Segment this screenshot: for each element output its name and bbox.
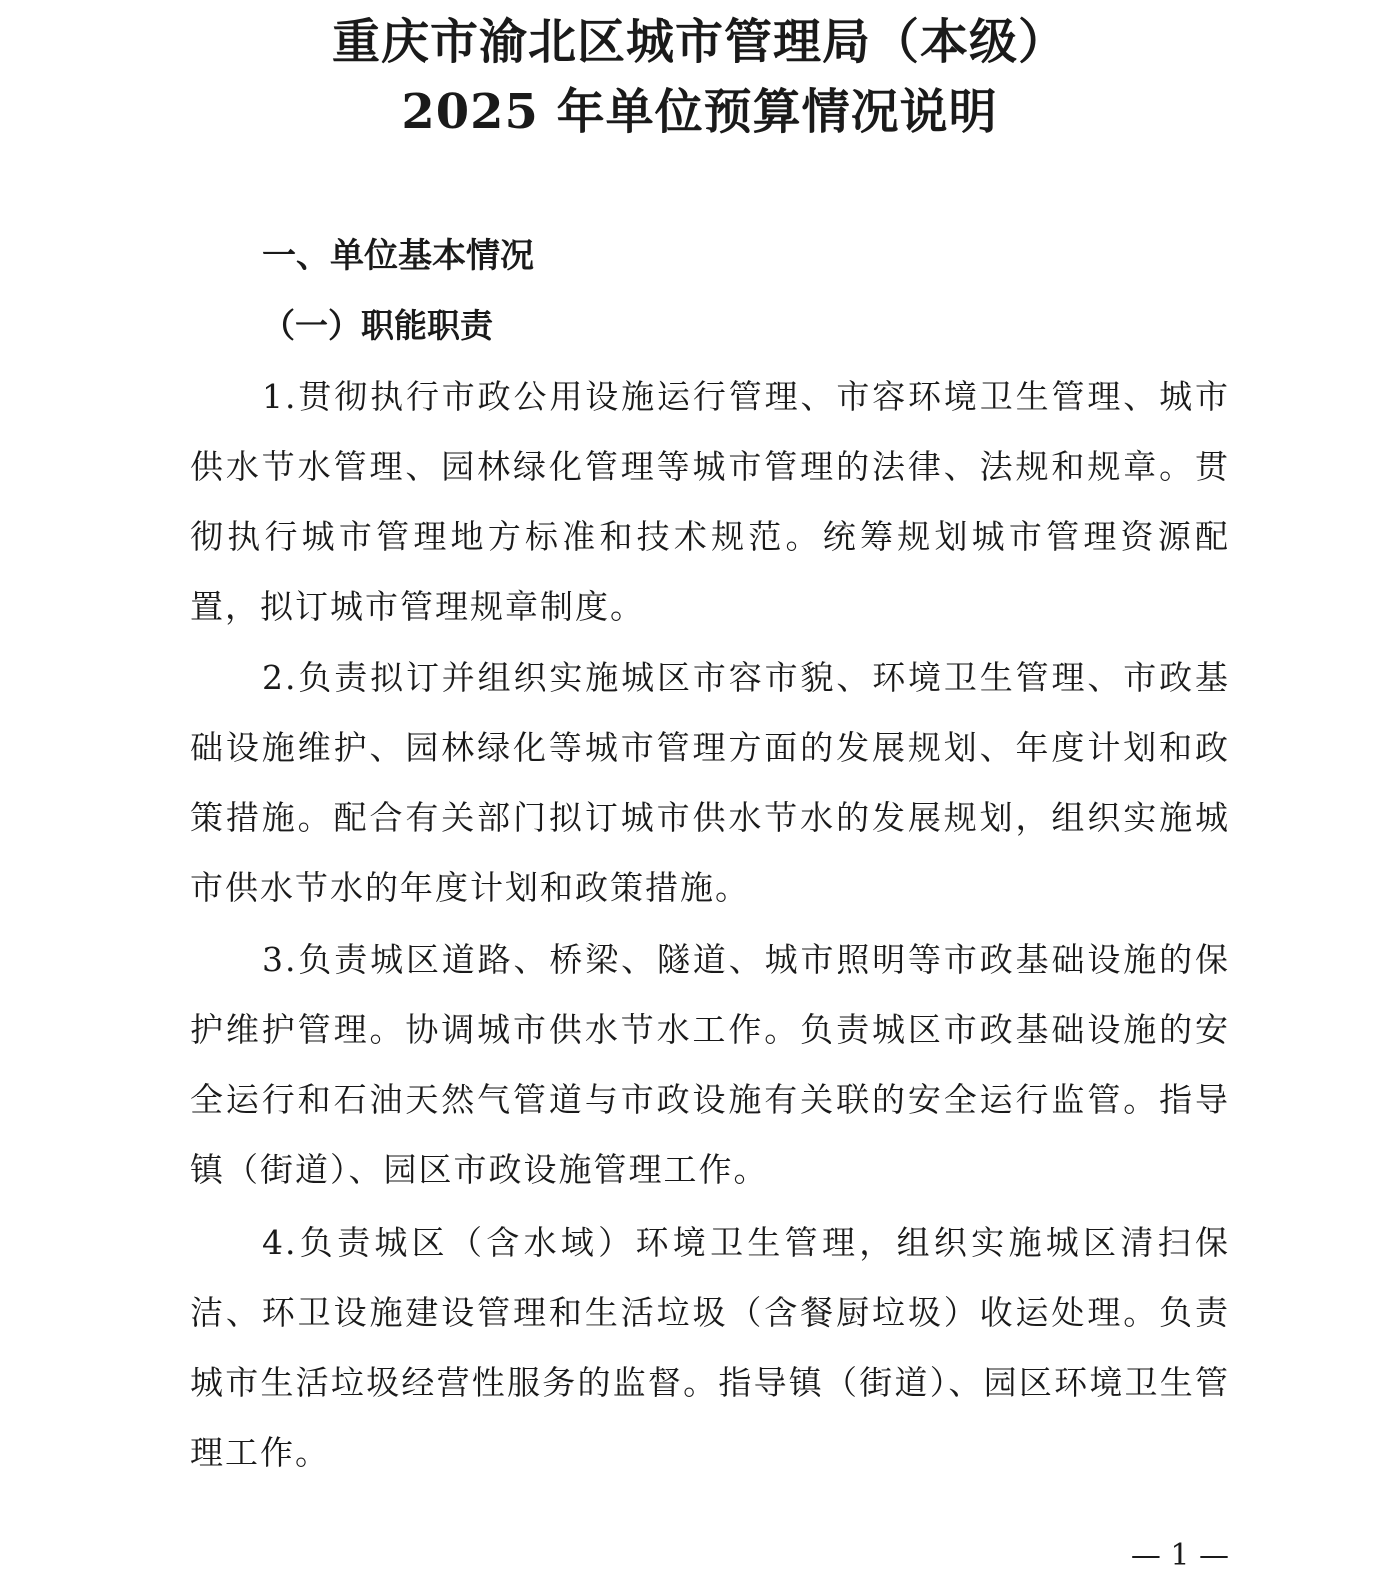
paragraph-duty-4: 4.负责城区（含水域）环境卫生管理，组织实施城区清扫保洁、环卫设施建设管理和生活垃圾（含餐厨垃圾）收运处理。负责城市生活垃圾经营性服务的监督。指导镇（街道）、园区环境卫生管理工作。: [190, 1223, 1230, 1472]
subsection-heading: （一）职能职责: [262, 306, 493, 345]
section-heading: 一、单位基本情况: [262, 236, 534, 276]
document-title-line2: 2025 年单位预算情况说明: [401, 84, 998, 140]
document-title-line1: 重庆市渝北区城市管理局（本级）: [331, 14, 1067, 70]
paragraph-duty-3: 3.负责城区道路、桥梁、隧道、城市照明等市政基础设施的保护维护管理。协调城市供水节水工作。负责城区市政基础设施的安全运行和石油天然气管道与市政设施有关联的安全运行监管。指导镇（街道）、园区市政设施管理工作。: [190, 940, 1230, 1189]
page-number: — 1 —: [1130, 1538, 1229, 1573]
paragraph-duty-1: 1.贯彻执行市政公用设施运行管理、市容环境卫生管理、城市供水节水管理、园林绿化管理等城市管理的法律、法规和规章。贯彻执行城市管理地方标准和技术规范。统筹规划城市管理资源配置，拟订城市管理规章制度。: [190, 377, 1230, 626]
paragraph-duty-2: 2.负责拟订并组织实施城区市容市貌、环境卫生管理、市政基础设施维护、园林绿化等城市管理方面的发展规划、年度计划和政策措施。配合有关部门拟订城市供水节水的发展规划，组织实施城市供水节水的年度计划和政策措施。: [190, 658, 1230, 907]
